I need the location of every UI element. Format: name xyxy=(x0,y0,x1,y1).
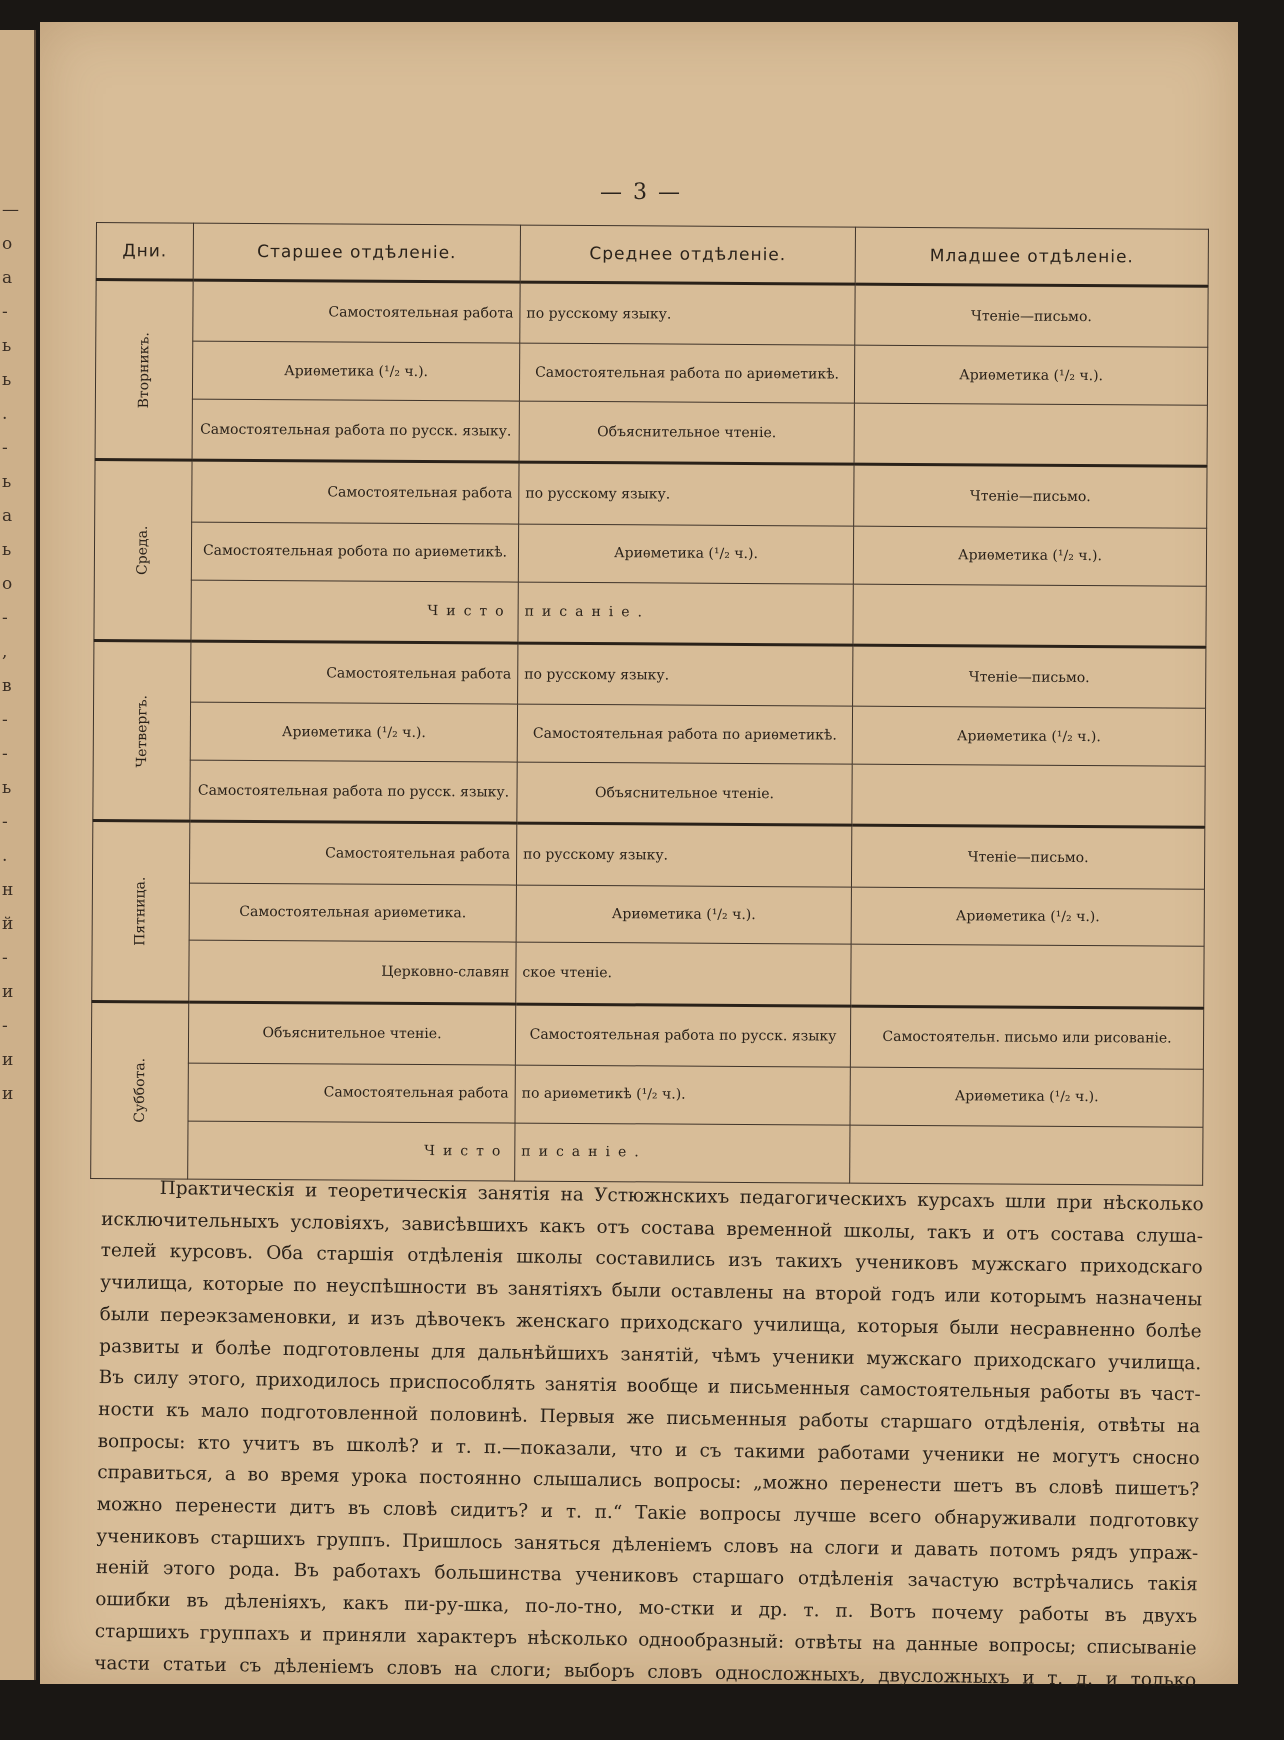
margin-mark: ь xyxy=(2,370,12,390)
paragraph-line: ности къ мало подготовленной половинѣ. Первыя же письменныя работы старшаго отдѣленія, отвѣты на xyxy=(98,1398,1201,1438)
table-cell: Ариѳметика (¹/₂ ч.). xyxy=(852,706,1205,766)
day-friday: Пятница. xyxy=(92,821,190,1002)
table-cell: писаніе. xyxy=(515,1123,850,1183)
day-thursday: Четвергъ. xyxy=(93,640,191,821)
day-saturday: Суббота. xyxy=(91,1001,189,1179)
table-cell: Самостоятельная работа по русск. языку. xyxy=(190,760,517,823)
margin-mark: - xyxy=(2,302,8,322)
table-row xyxy=(93,702,1205,767)
adjacent-page-edge xyxy=(0,30,36,1680)
table-cell xyxy=(854,403,1207,466)
margin-mark: , xyxy=(2,642,8,662)
margin-mark: - xyxy=(2,608,8,628)
table-cell: Ариѳметика (¹/₂ ч.). xyxy=(851,887,1204,947)
margin-mark: - xyxy=(2,812,8,832)
table-cell: Самостоятельн. письмо или рисованіе. xyxy=(850,1006,1203,1069)
table-cell: Самостоятельная работа xyxy=(189,821,516,884)
document-page xyxy=(40,22,1238,1691)
table-row xyxy=(91,1001,1203,1069)
table-cell: Объяснительное чтеніе. xyxy=(188,1002,515,1065)
margin-mark: а xyxy=(2,268,13,288)
margin-mark: ь xyxy=(2,778,12,798)
table-row xyxy=(94,640,1206,708)
table-cell: по русскому языку. xyxy=(520,282,855,345)
table-cell: Самостоятельная работа по ариѳметикѣ. xyxy=(519,343,854,403)
table-cell: Чисто xyxy=(191,580,518,643)
margin-mark: н xyxy=(2,880,14,900)
margin-mark: ь xyxy=(2,540,12,560)
table-cell: Ариѳметика (¹/₂ ч.). xyxy=(853,526,1206,586)
margin-mark: ь xyxy=(2,336,12,356)
header-junior: Младшее отдѣленіе. xyxy=(855,227,1208,286)
paragraph-line: училища, которые по неуспѣшности въ занятіяхъ были оставлены на второй годъ или которымъ назначены xyxy=(100,1272,1203,1311)
paragraph-line: можно перенести дитъ въ словѣ сидитъ? и т. п.“ Такіе вопросы лучше всего обнаруживали подготовку xyxy=(96,1493,1199,1533)
margin-mark: . xyxy=(2,404,8,424)
table-cell: Самостоятельная ариѳметика. xyxy=(189,883,516,943)
table-cell: Церковно-славян xyxy=(189,941,516,1004)
margin-mark: и xyxy=(2,1050,14,1070)
table-cell: Самостоятельная работа по русск. языку xyxy=(515,1004,850,1067)
margin-mark: - xyxy=(2,744,8,764)
table-row xyxy=(95,341,1207,406)
table-cell: Самостоятельная работа по русск. языку. xyxy=(192,399,519,462)
paragraph-line: были переэкзаменовки, и изъ дѣвочекъ женскаго приходскаго училища, которыя были несравненно болѣе xyxy=(99,1303,1202,1343)
table-cell: Чтеніе—письмо. xyxy=(853,645,1206,708)
paragraph-line: вопросы: кто учитъ въ школѣ? и т. п.—показали, что и съ такими работами ученики не могутъ сносно xyxy=(97,1430,1200,1469)
table-cell: Самостоятельная робота по ариѳметикѣ. xyxy=(191,522,518,582)
table-cell xyxy=(852,764,1205,827)
table-cell xyxy=(853,584,1206,647)
table-row xyxy=(94,579,1206,647)
table-row xyxy=(92,821,1204,889)
paragraph-line: Практическія и теоретическія занятія на Устюжнскихъ педагогическихъ курсахъ шли при нѣсколько xyxy=(159,1177,1204,1216)
paragraph-line: части статьи съ дѣленіемъ словъ на слоги; выборъ словъ односложныхъ, двусложныхъ и т. д. и только xyxy=(94,1652,1197,1691)
table-cell: писаніе. xyxy=(518,582,853,645)
paragraph-line: телей курсовъ. Оба старшія отдѣленія школы составились изъ такихъ учениковъ мужскаго приходскаго xyxy=(100,1240,1203,1279)
margin-mark: в xyxy=(2,676,12,696)
paragraph-line: неній этого рода. Въ работахъ большинства учениковъ старшаго отдѣленія зачастую встрѣчались такія xyxy=(95,1557,1198,1596)
table-cell: Самостоятельная работа по ариѳметикѣ. xyxy=(517,704,852,764)
header-middle: Среднее отдѣленіе. xyxy=(520,225,855,284)
paragraph-line: учениковъ старшихъ группъ. Пришлось заняться дѣленіемъ словъ на слоги и давать потомъ рядъ упраж- xyxy=(96,1525,1199,1564)
margin-mark: - xyxy=(2,438,8,458)
day-wednesday: Среда. xyxy=(94,460,192,641)
table-cell xyxy=(851,945,1204,1008)
table-cell: Самостоятельная работа xyxy=(191,641,518,704)
header-days: Дни. xyxy=(96,223,193,281)
table-cell: Ариѳметика (¹/₂ ч.). xyxy=(854,345,1207,405)
table-row xyxy=(95,460,1207,528)
table-cell: Объяснительное чтеніе. xyxy=(519,401,854,464)
margin-mark: — xyxy=(2,200,19,220)
margin-mark: - xyxy=(2,948,8,968)
paragraph-line: старшихъ группахъ и приняли характеръ нѣсколько однообразный: отвѣты на данные вопросы; списываніе xyxy=(94,1620,1197,1660)
table-cell: Ариѳметика (¹/₂ ч.). xyxy=(190,702,517,762)
table-row xyxy=(95,399,1207,467)
paragraph-line: развиты и болѣе подготовлены для дальнѣйшихъ занятій, чѣмъ ученики мужскаго приходскаго училища. xyxy=(99,1335,1202,1374)
page-number: — 3 — xyxy=(600,180,682,205)
table-cell: по ариѳметикѣ (¹/₂ ч.). xyxy=(515,1065,850,1125)
table-cell: Чтеніе—письмо. xyxy=(854,465,1207,528)
table-cell: Ариѳметика (¹/₂ ч.). xyxy=(192,341,519,401)
table-cell: по русскому языку. xyxy=(518,643,853,706)
table-cell xyxy=(850,1125,1203,1185)
margin-mark: - xyxy=(2,710,8,730)
margin-mark: о xyxy=(2,234,13,254)
margin-mark: й xyxy=(2,914,14,934)
table-cell: Чтеніе—письмо. xyxy=(855,284,1208,347)
table-cell: Ариѳметика (¹/₂ ч.). xyxy=(850,1067,1203,1127)
table-header-row xyxy=(96,223,1208,287)
day-tuesday: Вторникъ. xyxy=(95,280,193,461)
table-row xyxy=(91,1063,1203,1128)
margin-mark: ь xyxy=(2,472,12,492)
margin-mark: и xyxy=(2,982,14,1002)
table-cell: ское чтеніе. xyxy=(516,943,851,1006)
table-cell: по русскому языку. xyxy=(519,463,854,526)
header-senior: Старшее отдѣленіе. xyxy=(193,223,520,282)
body-paragraph xyxy=(94,1172,1204,1696)
paragraph-line: Въ силу этого, приходилось приспособлять занятія вообще и письменныя самостоятельныя работы въ част- xyxy=(98,1367,1201,1406)
table-cell: Самостоятельная работа xyxy=(188,1063,515,1123)
table-cell: Чтеніе—письмо. xyxy=(851,825,1204,888)
table-row xyxy=(92,882,1204,947)
paragraph-line: справиться, а во время урока постоянно слышались вопросы: „можно перенести шетъ въ словѣ пишетъ? xyxy=(97,1462,1200,1501)
paragraph-line: исключительныхъ условіяхъ, зависѣвшихъ какъ отъ состава временной школы, такъ и отъ состава слуша- xyxy=(101,1208,1204,1248)
table-row xyxy=(93,760,1205,828)
table-cell: Чисто xyxy=(188,1121,515,1181)
margin-mark: - xyxy=(2,1016,8,1036)
table-cell: Самостоятельная работа xyxy=(193,280,520,343)
table-cell: Ариѳметика (¹/₂ ч.). xyxy=(518,524,853,584)
table-row xyxy=(94,521,1206,586)
margin-mark: и xyxy=(2,1084,14,1104)
margin-mark: . xyxy=(2,846,8,866)
paragraph-line: ошибки въ дѣленіяхъ, какъ пи-ру-шка, по-ло-тно, мо-стки и др. т. п. Вотъ почему работы въ двухъ xyxy=(95,1589,1198,1628)
table-cell: по русскому языку. xyxy=(516,823,851,886)
table-cell: Самостоятельная работа xyxy=(192,461,519,524)
table-row xyxy=(96,280,1208,348)
margin-mark: о xyxy=(2,574,13,594)
schedule-table xyxy=(90,222,1209,1186)
margin-mark: а xyxy=(2,506,13,526)
table-cell: Объяснительное чтеніе. xyxy=(517,762,852,825)
table-row xyxy=(92,940,1204,1008)
table-cell: Ариѳметика (¹/₂ ч.). xyxy=(516,885,851,945)
